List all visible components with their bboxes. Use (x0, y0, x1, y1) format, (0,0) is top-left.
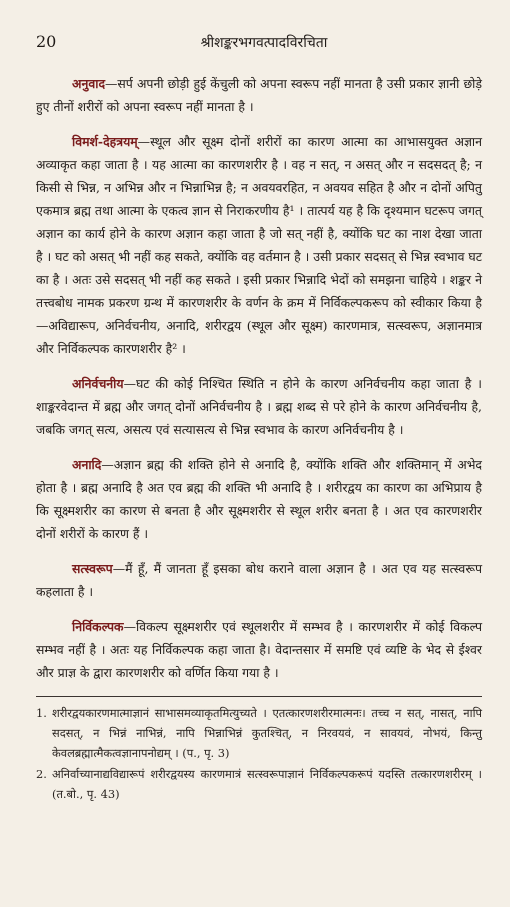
paragraph-term: अनादि (72, 457, 102, 472)
paragraph-term: सत्स्वरूप (72, 561, 113, 576)
paragraph-term: अनुवाद (72, 76, 106, 91)
paragraph-anuvad (36, 72, 482, 118)
main-text (36, 72, 482, 684)
footnote-number: 2. (36, 767, 47, 781)
footnote (36, 703, 482, 763)
footnote-number: 1. (36, 706, 47, 720)
running-title: श्रीशङ्करभगवत्पादविरचिता (200, 35, 328, 51)
paragraph-term: अनिर्वचनीय (72, 376, 124, 391)
footnote-text: शरीरद्वयकारणमात्माज्ञानं साभासमव्याकृतमित्युच्यते । एतत्कारणशरीरमात्मनः। तच्च न सत्, नासत्, नापि सदसत्, न भिन्नं नाभिन्नं, नापि भिन्नाभिन्नं कुतश्चित्, न निरवयवं, न सावयवं, नोभयं, किन्तु केवलब्रह्मात्मैकत्वज्ञानापनोद्यम् । (प., पृ. 3) (52, 706, 482, 760)
paragraph-anirvachaniya (36, 372, 482, 441)
paragraph-term: विमर्श-देहत्रयम् (72, 134, 138, 149)
paragraph-text: —अज्ञान ब्रह्म की शक्ति होने से अनादि है, क्योंकि शक्ति और शक्तिमान् में अभेद होता है । ब्रह्म अनादि है अत एव ब्रह्म की शक्ति भी अनादि है । शरीरद्वय का कारण का अभिप्राय है कि सूक्ष्मशरीर का कारण से बनता है और सूक्ष्मशरीर से स्थूल शरीर बनता है । अत एव कारणशरीर दोनों शरीरों के कारण हैं । (36, 457, 482, 541)
paragraph-term: निर्विकल्पक (72, 619, 124, 634)
paragraph-text: —सर्प अपनी छोड़ी हुई केंचुली को अपना स्वरूप नहीं मानता है उसी प्रकार ज्ञानी छोड़े हुए तीनों शरीरों को अपना स्वरूप नहीं मानता है । (36, 76, 482, 114)
footnotes (36, 703, 482, 804)
footnote-divider (36, 696, 482, 697)
paragraph-text: —स्थूल और सूक्ष्म दोनों शरीरों का कारण आत्मा का आभासयुक्त अज्ञान अव्याकृत कहा जाता है । यह आत्मा का कारणशरीर है । वह न सत्, न असत् और न सदसदत् है; न किसी से भिन्न, न अभिन्न और न भिन्नाभिन्न है; न अवयवरहित, न अवयव सहित है और न दोनों अपितु एकमात्र ब्रह्म तथा आत्मा के एकत्व ज्ञान से निराकरणीय है¹ । तात्पर्य यह है कि दृश्यमान घटरूप जगत् अज्ञान का कार्य होने के कारण अज्ञान कहा जाता है जो सत् नहीं है, क्योंकि घट का नाश देखा जाता है । घट को असत् भी नहीं कह सकते, क्योंकि वह वर्तमान है । उसी प्रकार सदसत् से भिन्न स्वभाव घट का है । अतः उसे सदसत् भी नहीं कह सकते । इसी प्रकार भिन्नादि भेदों को समझना चाहिये । शङ्कर ने तत्त्वबोध नामक प्रकरण ग्रन्थ में कारणशरीर के वर्णन के क्रम में निर्विकल्पकरूप को स्वीकार किया है—अविद्यारूप, अनिर्वचनीय, अनादि, शरीरद्वय (स्थूल और सूक्ष्म) कारणमात्र, सत्स्वरूप, अज्ञानमात्र और निर्विकल्पक कारणशरीर है² । (36, 134, 482, 356)
footnote (36, 764, 482, 804)
paragraph-anadi (36, 453, 482, 545)
paragraph-satsvarup (36, 557, 482, 603)
paragraph-text: —विकल्प सूक्ष्मशरीर एवं स्थूलशरीर में सम्भव है । कारणशरीर में कोई विकल्प सम्भव नहीं है । अतः यह निर्विकल्पक कहा जाता है। वेदान्तसार में समष्टि एवं व्यष्टि के भेद से ईश्वर और प्राज्ञ के द्वारा कारणशरीर को वर्णित किया गया है । (36, 619, 482, 680)
paragraph-text: —घट की कोई निश्चित स्थिति न होने के कारण अनिर्वचनीय कहा जाता है । शाङ्करवेदान्त में ब्रह्म और जगत् दोनों अनिर्वचनीय है । ब्रह्म शब्द से परे होने के कारण अनिर्वचनीय है, जबकि जगत् सत्य, असत्य एवं सत्यासत्य से भिन्न स्वभाव के कारण अनिर्वचनीय है । (36, 376, 482, 437)
paragraph-vimarsh (36, 130, 482, 360)
paragraph-text: —मैं हूँ, मैं जानता हूँ इसका बोध कराने वाला अज्ञान है । अत एव यह सत्स्वरूप कहलाता है । (36, 561, 482, 599)
page-number: 20 (36, 32, 57, 51)
footnote-text: अनिर्वाच्यानाद्यविद्यारूपं शरीरद्वयस्य कारणमात्रं सत्स्वरूपाज्ञानं निर्विकल्पकरूपं यदस्ति तत्कारणशरीरम् । (त.बो., पृ. 43) (52, 767, 482, 801)
running-header (36, 32, 482, 62)
paragraph-nirvikalpak (36, 615, 482, 684)
